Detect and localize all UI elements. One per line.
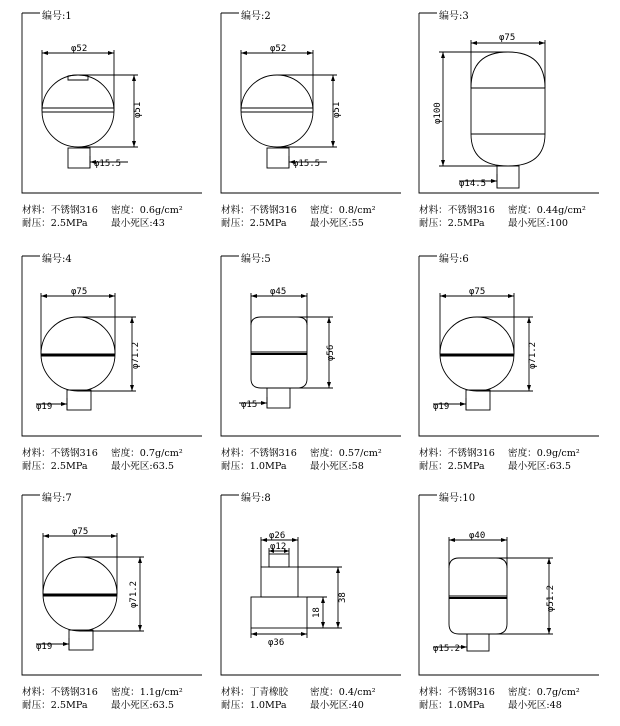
spec-block xyxy=(22,447,220,473)
item-number: 编号:4 xyxy=(42,254,72,265)
dim-neck-label: φ14.5 xyxy=(459,179,487,189)
item-number: 编号:8 xyxy=(241,493,271,504)
spec-block xyxy=(22,686,220,712)
float-drawing-cylinder xyxy=(221,251,401,441)
dead-zone-text: 最小死区:48 xyxy=(508,700,562,711)
float-drawing-sphere xyxy=(221,8,401,198)
float-drawing-sphere xyxy=(419,251,599,441)
dead-zone-text: 最小死区:63.5 xyxy=(111,700,174,711)
spec-block xyxy=(419,204,617,230)
pressure-text: 耐压：2.5MPa xyxy=(419,461,485,472)
pressure-text: 耐压：1.0MPa xyxy=(221,700,287,711)
dim-neck-label: φ15.2 xyxy=(433,644,461,654)
dim-side-label: φ71.2 xyxy=(528,341,538,369)
float-card-3 xyxy=(419,8,617,240)
drawing-frame xyxy=(221,251,401,436)
float-drawing-sphere xyxy=(22,251,202,441)
dim-side-label: φ51.2 xyxy=(546,584,556,612)
item-number: 编号:2 xyxy=(241,11,271,22)
drawing-frame xyxy=(22,8,202,193)
dim-neck-label: φ19 xyxy=(36,642,53,652)
pressure-text: 耐压：2.5MPa xyxy=(22,218,88,229)
float-card-2 xyxy=(221,8,419,240)
float-card-6 xyxy=(419,251,617,483)
spec-block xyxy=(419,686,617,712)
dim-top-label: φ52 xyxy=(71,44,88,54)
pressure-text: 耐压：1.0MPa xyxy=(221,461,287,472)
spec-block xyxy=(221,204,419,230)
pressure-text: 耐压：2.5MPa xyxy=(22,700,88,711)
density-text: 密度：0.8/cm² xyxy=(310,205,376,216)
float-drawing-sphere xyxy=(22,8,202,198)
density-text: 密度：1.1g/cm² xyxy=(111,687,183,698)
float-card-10 xyxy=(419,490,617,722)
density-text: 密度：0.6g/cm² xyxy=(111,205,183,216)
item-number: 编号:7 xyxy=(42,493,72,504)
pressure-text: 耐压：1.0MPa xyxy=(419,700,485,711)
dim-top-label: φ45 xyxy=(270,287,287,297)
material-text: 材料：不锈钢316 xyxy=(419,448,495,459)
density-text: 密度：0.4/cm² xyxy=(310,687,376,698)
float-drawing-sphere xyxy=(22,490,202,680)
density-text: 密度：0.7g/cm² xyxy=(508,687,580,698)
float-card-1 xyxy=(22,8,220,240)
dim-side-label: φ100 xyxy=(433,102,443,124)
drawing-frame xyxy=(419,490,599,675)
item-number: 编号:5 xyxy=(241,254,271,265)
dim-neck-label: φ15.5 xyxy=(293,159,321,169)
drawing-frame xyxy=(22,490,202,675)
density-text: 密度：0.7g/cm² xyxy=(111,448,183,459)
spec-block xyxy=(22,204,220,230)
dim-side-label: φ56 xyxy=(326,344,336,361)
material-text: 材料：不锈钢316 xyxy=(221,448,297,459)
float-card-5 xyxy=(221,251,419,483)
dead-zone-text: 最小死区:40 xyxy=(310,700,364,711)
pressure-text: 耐压：2.5MPa xyxy=(419,218,485,229)
dim-top-label: φ75 xyxy=(71,287,88,297)
dim-side-label: φ51 xyxy=(332,101,342,118)
dim-neck-label: φ15 xyxy=(241,400,258,410)
dead-zone-text: 最小死区:63.5 xyxy=(111,461,174,472)
float-card-7 xyxy=(22,490,220,722)
dead-zone-text: 最小死区:43 xyxy=(111,218,165,229)
spec-block xyxy=(221,686,419,712)
material-text: 材料：不锈钢316 xyxy=(22,448,98,459)
drawing-frame xyxy=(419,251,599,436)
dim-top-label: φ75 xyxy=(469,287,486,297)
density-text: 密度：0.44g/cm² xyxy=(508,205,586,216)
float-card-4 xyxy=(22,251,220,483)
dead-zone-text: 最小死区:63.5 xyxy=(508,461,571,472)
dead-zone-text: 最小死区:100 xyxy=(508,218,568,229)
dim-neck-label: φ19 xyxy=(36,402,53,412)
drawing-frame xyxy=(221,490,401,675)
item-number: 编号:10 xyxy=(439,493,476,504)
drawing-frame xyxy=(419,8,599,193)
drawing-frame xyxy=(22,251,202,436)
float-drawing-capsule xyxy=(419,8,599,198)
drawing-frame xyxy=(221,8,401,193)
dim-top-label: φ52 xyxy=(270,44,287,54)
dim-side-label: φ71.2 xyxy=(131,341,141,369)
material-text: 材料：不锈钢316 xyxy=(419,205,495,216)
density-text: 密度：0.9g/cm² xyxy=(508,448,580,459)
item-number: 编号:3 xyxy=(439,11,469,22)
pressure-text: 耐压：2.5MPa xyxy=(22,461,88,472)
float-drawing-cylinder xyxy=(419,490,599,680)
float-drawing-stepped-cylinder xyxy=(221,490,401,680)
spec-block xyxy=(221,447,419,473)
dim-top-label: φ40 xyxy=(469,531,486,541)
material-text: 材料：不锈钢316 xyxy=(22,687,98,698)
item-number: 编号:6 xyxy=(439,254,469,265)
dim-neck-label: φ15.5 xyxy=(94,159,122,169)
pressure-text: 耐压：2.5MPa xyxy=(221,218,287,229)
dim-base-height-label: 18 xyxy=(312,607,322,618)
material-text: 材料：不锈钢316 xyxy=(22,205,98,216)
dim-neck-label: φ19 xyxy=(433,402,450,412)
dead-zone-text: 最小死区:55 xyxy=(310,218,364,229)
float-card-8 xyxy=(221,490,419,722)
spec-block xyxy=(419,447,617,473)
density-text: 密度：0.57/cm² xyxy=(310,448,382,459)
material-text: 材料：丁青橡胶 xyxy=(221,687,289,698)
dim-side-label: φ71.2 xyxy=(129,580,139,608)
material-text: 材料：不锈钢316 xyxy=(221,205,297,216)
dim-base-label: φ36 xyxy=(268,638,285,648)
item-number: 编号:1 xyxy=(42,11,72,22)
dim-top-label: φ26 xyxy=(269,531,286,541)
dim-height-label: 38 xyxy=(338,592,348,603)
dim-top-label: φ75 xyxy=(499,33,516,43)
dim-top2-label: φ12 xyxy=(270,542,287,552)
material-text: 材料：不锈钢316 xyxy=(419,687,495,698)
dead-zone-text: 最小死区:58 xyxy=(310,461,364,472)
dim-side-label: φ51 xyxy=(133,101,143,118)
dim-top-label: φ75 xyxy=(72,527,89,537)
